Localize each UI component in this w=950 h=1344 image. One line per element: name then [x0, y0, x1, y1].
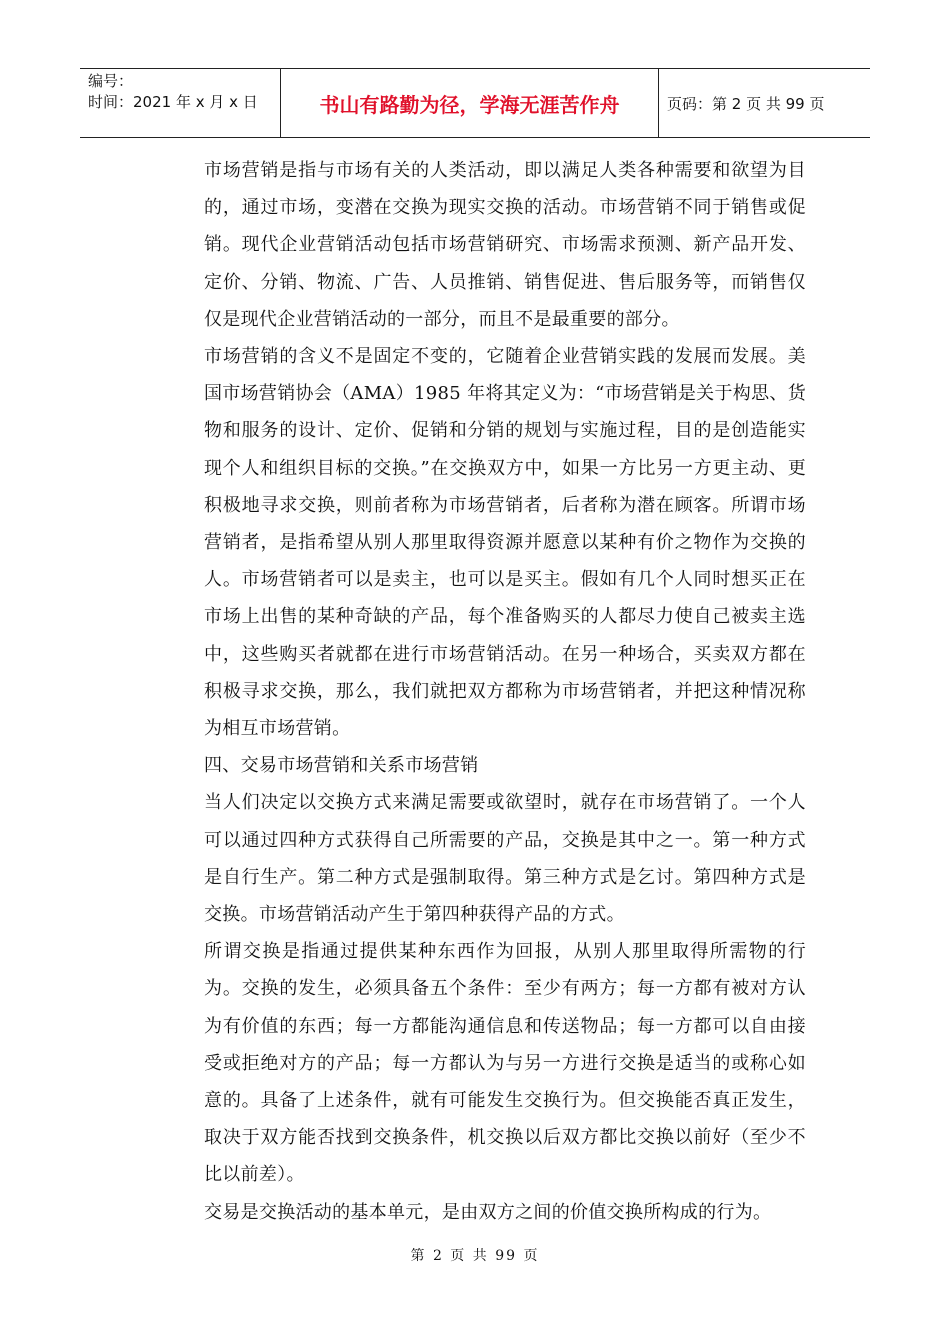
header-meta-cell	[80, 69, 281, 137]
body-paragraph: 市场营销是指与市场有关的人类活动，即以满足人类各种需要和欲望为目的，通过市场，变潜在交换为现实交换的活动。市场营销不同于销售或促销。现代企业营销活动包括市场营销研究、市场需求预测、新产品开发、定价、分销、物流、广告、人员推销、销售促进、售后服务等，而销售仅仅是现代企业营销活动的一部分，而且不是最重要的部分。	[204, 160, 806, 330]
body-paragraph: 市场营销的含义不是固定不变的，它随着企业营销实践的发展而发展。美国市场营销协会（AMA）1985 年将其定义为：“市场营销是关于构思、货物和服务的设计、定价、促销和分销的规划与实施过程，目的是创造能实现个人和组织目标的交换。”在交换双方中，如果一方比另一方更主动、更积极地寻求交换，则前者称为市场营销者，后者称为潜在顾客。所谓市场营销者，是指希望从别人那里取得资源并愿意以某种有价之物作为交换的人。市场营销者可以是卖主，也可以是买主。假如有几个人同时想买正在市场上出售的某种奇缺的产品，每个准备购买的人都尽力使自己被卖主选中，这些购买者就都在进行市场营销活动。在另一种场合，买卖双方都在积极寻求交换，那么，我们就把双方都称为市场营销者，并把这种情况称为相互市场营销。	[204, 346, 806, 740]
document-body	[204, 152, 806, 1231]
section-heading: 四、交易市场营销和关系市场营销	[204, 755, 479, 777]
doc-number-label: 编号：	[88, 72, 134, 90]
header-page-info: 页码：第 2 页 共 99 页	[667, 94, 825, 113]
body-paragraph: 交易是交换活动的基本单元，是由双方之间的价值交换所构成的行为。	[204, 1201, 772, 1223]
body-paragraph: 所谓交换是指通过提供某种东西作为回报，从别人那里取得所需物的行为。交换的发生，必须具备五个条件：至少有两方；每一方都有被对方认为有价值的东西；每一方都能沟通信息和传送物品；每一方都可以自由接受或拒绝对方的产品；每一方都认为与另一方进行交换是适当的或称心如意的。具备了上述条件，就有可能发生交换行为。但交换能否真正发生，取决于双方能否找到交换条件，机交换以后双方都比交换以前好（至少不比以前差）。	[204, 941, 806, 1186]
date-line: 时间：2021 年 x 月 x 日	[88, 93, 258, 111]
header-motto: 书山有路勤为径，学海无涯苦作舟	[281, 69, 659, 137]
page-footer: 第 2 页 共 99 页	[410, 1248, 540, 1264]
page-header	[80, 68, 870, 138]
body-paragraph: 当人们决定以交换方式来满足需要或欲望时，就存在市场营销了。一个人可以通过四种方式获得自己所需要的产品，交换是其中之一。第一种方式是自行生产。第二种方式是强制取得。第三种方式是乞讨。第四种方式是交换。市场营销活动产生于第四种获得产品的方式。	[204, 792, 806, 926]
